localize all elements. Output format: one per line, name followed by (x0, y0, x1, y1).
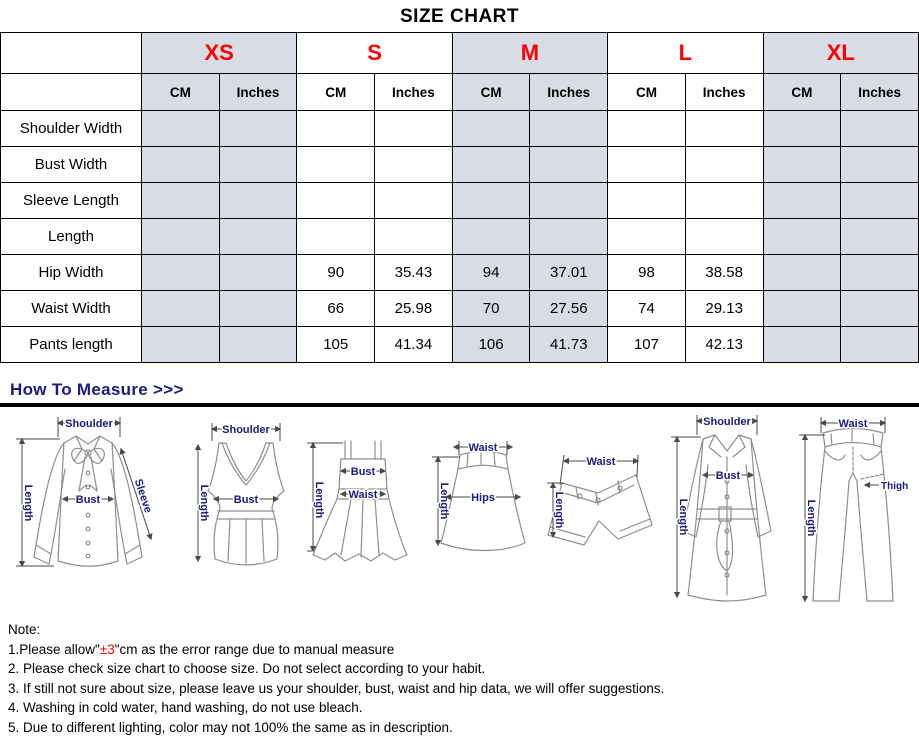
blouse-sleeve-label: Sleeve (131, 477, 154, 515)
value-cell (219, 255, 297, 291)
value-cell (452, 219, 530, 255)
value-cell (530, 147, 608, 183)
corner-cell-2 (1, 74, 142, 111)
value-cell: 94 (452, 255, 530, 291)
blouse-figure (8, 411, 183, 596)
unit-header-row (1, 74, 919, 111)
shorts-length-label: Length (553, 491, 565, 529)
skirt-hips-label: Hips (470, 492, 495, 504)
value-cell: 25.98 (375, 291, 453, 327)
value-cell (685, 111, 763, 147)
size-header-xl: XL (763, 33, 919, 74)
skirt-figure (426, 439, 538, 561)
value-cell (763, 147, 841, 183)
value-cell (375, 183, 453, 219)
value-cell: 38.58 (685, 255, 763, 291)
value-cell: 35.43 (375, 255, 453, 291)
row-label: Sleeve Length (1, 183, 142, 219)
value-cell: 106 (452, 327, 530, 363)
tank-bust-label: Bust (233, 494, 258, 506)
value-cell (142, 111, 220, 147)
tank-length-label: Length (197, 484, 210, 522)
unit-header-inches: Inches (219, 74, 297, 111)
value-cell (841, 219, 919, 255)
value-cell: 70 (452, 291, 530, 327)
value-cell (452, 183, 530, 219)
how-to-measure-heading: How To Measure >>> (10, 380, 184, 399)
value-cell (375, 111, 453, 147)
blouse-bust-label: Bust (75, 494, 101, 506)
notes-section (0, 614, 919, 737)
value-cell (297, 183, 375, 219)
row-label: Hip Width (1, 255, 142, 291)
value-cell: 66 (297, 291, 375, 327)
unit-header-cm: CM (142, 74, 220, 111)
value-cell (763, 291, 841, 327)
dress-waist-label: Waist (348, 489, 378, 501)
value-cell (530, 111, 608, 147)
value-cell (841, 111, 919, 147)
value-cell: 42.13 (685, 327, 763, 363)
value-cell (763, 327, 841, 363)
value-cell (375, 219, 453, 255)
value-cell (841, 327, 919, 363)
value-cell (297, 219, 375, 255)
value-cell (763, 111, 841, 147)
tank-shoulder-label: Shoulder (221, 424, 270, 436)
unit-header-cm: CM (297, 74, 375, 111)
unit-header-cm: CM (763, 74, 841, 111)
pants-waist-label: Waist (838, 418, 868, 430)
size-header-xs: XS (142, 33, 297, 74)
table-row (1, 183, 919, 219)
value-cell (297, 147, 375, 183)
value-cell (763, 219, 841, 255)
note-line-1 (8, 640, 911, 660)
pants-outline (813, 429, 893, 602)
note1-error-range: ±3 (99, 641, 115, 657)
table-row (1, 327, 919, 363)
measure-figures (0, 407, 919, 614)
note-line-3: 3. If still not sure about size, please leave us your shoulder, bust, waist and hip data, we will offer suggestions. (8, 680, 665, 696)
page-title: SIZE CHART (400, 6, 519, 27)
value-cell (142, 255, 220, 291)
value-cell (297, 111, 375, 147)
value-cell (142, 327, 220, 363)
value-cell: 105 (297, 327, 375, 363)
unit-header-cm: CM (452, 74, 530, 111)
blouse-length-label: Length (22, 484, 34, 522)
note-line-5: 5. Due to different lighting, color may not 100% the same as in description. (8, 719, 453, 735)
value-cell: 41.34 (375, 327, 453, 363)
value-cell: 107 (608, 327, 686, 363)
tank-top-figure (186, 419, 301, 581)
note-line-4: 4. Washing in cold water, hand washing, do not use bleach. (8, 700, 363, 715)
value-cell: 90 (297, 255, 375, 291)
shorts-figure (540, 449, 658, 567)
value-cell (608, 111, 686, 147)
coat-bust-label: Bust (715, 470, 740, 482)
note1-suffix: "cm as the error range due to manual measure (114, 641, 395, 657)
table-row (1, 255, 919, 291)
value-cell (608, 183, 686, 219)
coat-shoulder-label: Shoulder (702, 416, 751, 428)
row-label: Waist Width (1, 291, 142, 327)
value-cell (142, 291, 220, 327)
value-cell: 98 (608, 255, 686, 291)
size-table-body (1, 111, 919, 363)
value-cell (763, 183, 841, 219)
value-cell (608, 219, 686, 255)
table-row (1, 291, 919, 327)
note1-prefix: 1.Please allow" (8, 641, 100, 657)
unit-header-inches: Inches (530, 74, 608, 111)
pants-thigh-label: Thigh (881, 481, 909, 492)
size-header-s: S (297, 33, 452, 74)
value-cell (142, 147, 220, 183)
value-cell (841, 255, 919, 291)
skirt-waist-label: Waist (468, 442, 497, 454)
unit-header-inches: Inches (375, 74, 453, 111)
value-cell (219, 219, 297, 255)
size-header-m: M (452, 33, 607, 74)
corner-cell (1, 33, 142, 74)
value-cell (841, 147, 919, 183)
value-cell (841, 291, 919, 327)
value-cell: 74 (608, 291, 686, 327)
dress-figure (303, 433, 423, 568)
value-cell (452, 111, 530, 147)
coat-length-label: Length (676, 498, 689, 536)
dress-outline (313, 441, 407, 561)
value-cell (841, 183, 919, 219)
value-cell (219, 147, 297, 183)
dress-bust-label: Bust (350, 466, 376, 478)
row-label: Pants length (1, 327, 142, 363)
coat-figure (661, 411, 789, 607)
size-chart-table (0, 32, 919, 363)
value-cell (219, 183, 297, 219)
note-line-2: 2. Please check size chart to choose size. Do not select according to your habit. (8, 661, 486, 676)
table-row (1, 111, 919, 147)
value-cell (530, 183, 608, 219)
value-cell: 37.01 (530, 255, 608, 291)
value-cell (608, 147, 686, 183)
row-label: Length (1, 219, 142, 255)
value-cell: 41.73 (530, 327, 608, 363)
value-cell (219, 327, 297, 363)
row-label: Bust Width (1, 147, 142, 183)
value-cell (142, 219, 220, 255)
value-cell: 27.56 (530, 291, 608, 327)
table-row (1, 219, 919, 255)
dress-length-label: Length (313, 481, 325, 519)
value-cell (452, 147, 530, 183)
value-cell (685, 147, 763, 183)
unit-header-cm: CM (608, 74, 686, 111)
blouse-shoulder-label: Shoulder (65, 418, 113, 430)
unit-header-inches: Inches (685, 74, 763, 111)
shorts-waist-label: Waist (586, 456, 616, 468)
table-row (1, 147, 919, 183)
value-cell (685, 219, 763, 255)
note-heading: Note: (8, 622, 41, 637)
value-cell (375, 147, 453, 183)
coat-outline (683, 435, 771, 601)
value-cell (530, 219, 608, 255)
size-header-l: L (608, 33, 763, 74)
value-cell (219, 111, 297, 147)
pants-length-label: Length (805, 499, 817, 537)
unit-header-inches: Inches (841, 74, 919, 111)
size-header-row (1, 33, 919, 74)
value-cell (763, 255, 841, 291)
value-cell (142, 183, 220, 219)
skirt-length-label: Length (437, 482, 450, 520)
row-label: Shoulder Width (1, 111, 142, 147)
pants-figure (791, 415, 911, 611)
value-cell (219, 291, 297, 327)
value-cell (685, 183, 763, 219)
value-cell: 29.13 (685, 291, 763, 327)
